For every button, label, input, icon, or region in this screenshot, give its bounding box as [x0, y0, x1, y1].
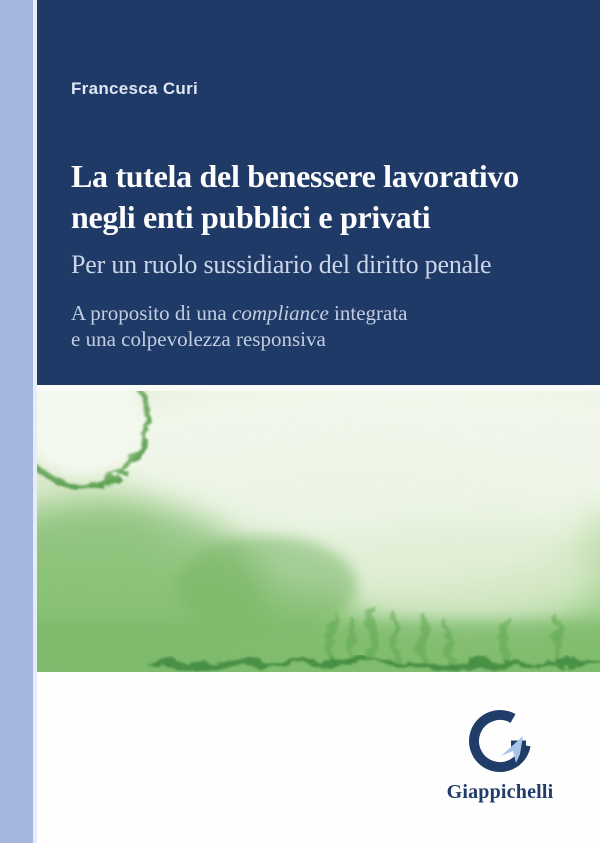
book-title [71, 156, 519, 238]
watercolor-artwork [37, 391, 600, 672]
watercolor-graphic [37, 391, 600, 672]
tagline-line-2: e una colpevolezza responsiva [71, 327, 326, 351]
g-mark-icon [468, 710, 532, 774]
author-name: Francesca Curi [71, 79, 199, 98]
tagline-line-1: A proposito di una compliance integrata [71, 301, 408, 325]
title-line-2: negli enti pubblici e privati [71, 199, 431, 235]
book-subtitle: Per un ruolo sussidiario del diritto penale [71, 250, 492, 279]
page-background-strip [0, 0, 33, 843]
book-cover [37, 0, 600, 843]
cover-bottom-panel [37, 672, 600, 843]
book-tagline [71, 300, 408, 352]
cover-top-panel [37, 0, 600, 385]
title-line-1: La tutela del benessere lavorativo [71, 158, 519, 194]
publisher-name: Giappichelli [446, 781, 554, 803]
publisher-logo [430, 710, 570, 804]
tagline-italic-word: compliance [232, 301, 329, 325]
